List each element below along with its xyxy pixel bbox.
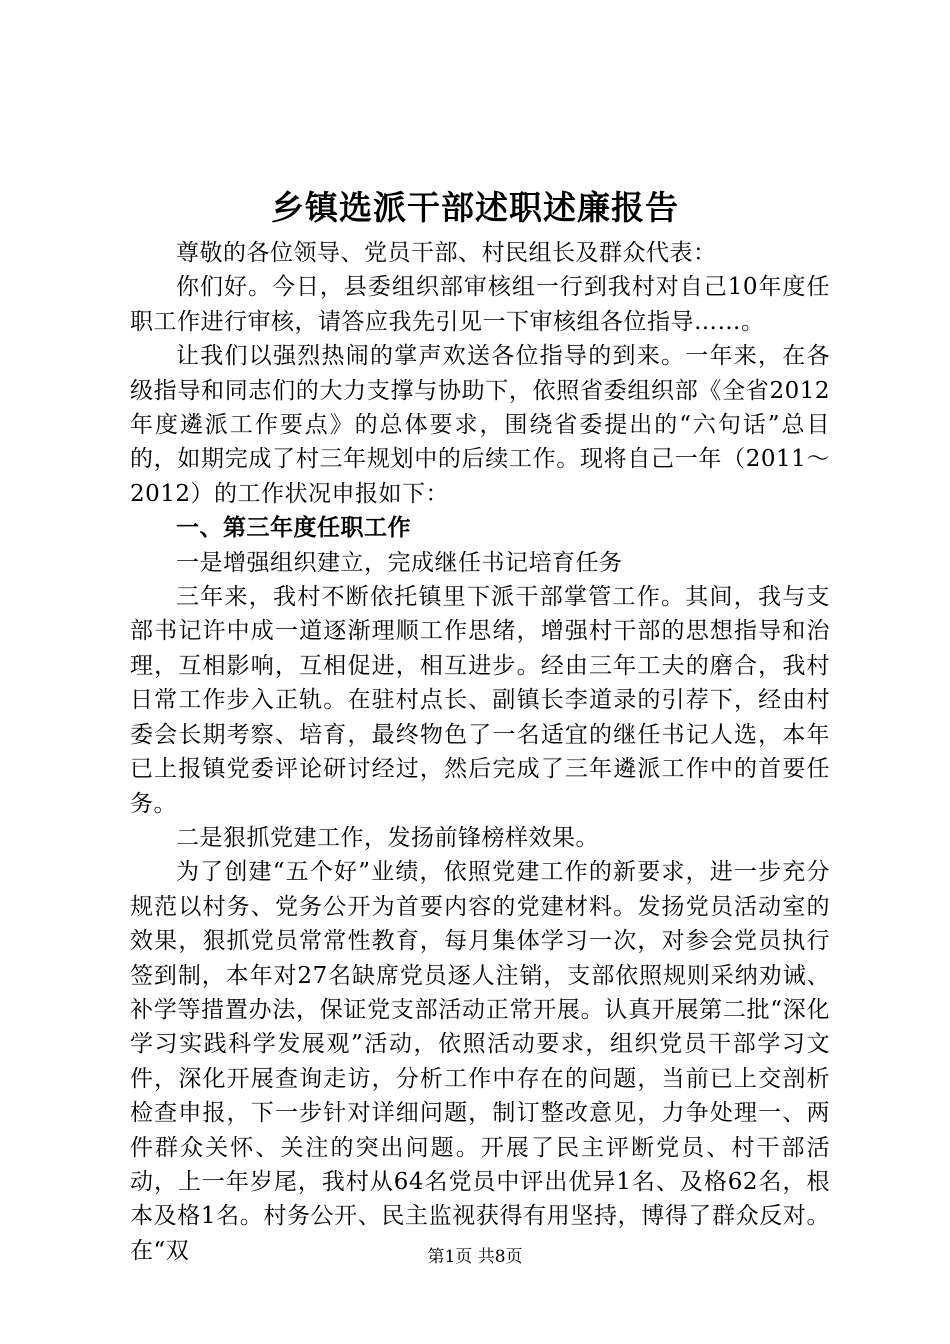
subheading-one: 一是增强组织建立，完成继任书记培育任务 [176,549,623,576]
body-paragraph: 三年来，我村不断依托镇里下派干部掌管工作。其间，我与支部书记许中成一道逐渐理顺工作思绪，增强村干部的思想指导和治理，互相影响，互相促进，相互进步。经由三年工夫的磨合，我村日常工作步入正轨。在驻村点长、副镇长李道录的引荐下，经由村委会长期考察、培育，最终物色了一名适宜的继任书记人选，本年已上报镇党委评论研讨经过，然后完成了三年遴派工作中的首要任务。 [130,584,830,817]
greeting-paragraph: 你们好。今日，县委组织部审核组一行到我村对自己10年度任职工作进行审核，请答应我先引见一下审核组各位指导……。 [130,274,830,335]
body-paragraph: 为了创建“五个好”业绩，依照党建工作的新要求，进一步充分规范以村务、党务公开为首要内容的党建材料。发扬党员活动室的效果，狠抓党员常常性教育，每月集体学习一次，对参会党员执行签到制，本年对27名缺席党员逐人注销，支部依照规则采纳劝诫、补学等措置办法，保证党支部活动正常开展。认真开展第二批“深化学习实践科学发展观”活动，依照活动要求，组织党员干部学习文件，深化开展查询走访，分析工作中存在的问题，当前已上交剖析检查申报，下一步针对详细问题，制订整改意见，力争处理一、两件群众关怀、关注的突出问题。开展了民主评断党员、村干部活动，上一年岁尾，我村从64名党员中评出优异1名、及格62名，根本及格1名。村务公开、民主监视获得有用坚持，博得了群众反对。在“双 [130,859,830,1264]
subheading-two: 二是狠抓党建工作，发扬前锋榜样效果。 [176,824,599,851]
section-heading: 一、第三年度任职工作 [176,515,411,542]
salutation-paragraph: 尊敬的各位领导、党员干部、村民组长及群众代表： [176,240,717,266]
document-title: 乡镇选派干部述职述廉报告 [271,188,679,227]
intro-paragraph: 让我们以强烈热闹的掌声欢送各位指导的到来。一年来，在各级指导和同志们的大力支撑与协助下，依照省委组织部《全省2012年度遴派工作要点》的总体要求，围绕省委提出的“六句话”总目的，如期完成了村三年规划中的后续工作。现将自己一年（2011～2012）的工作状况申报如下： [130,343,830,507]
page-footer: 第1页 共8页 [427,1247,523,1267]
document-body [130,236,830,1268]
